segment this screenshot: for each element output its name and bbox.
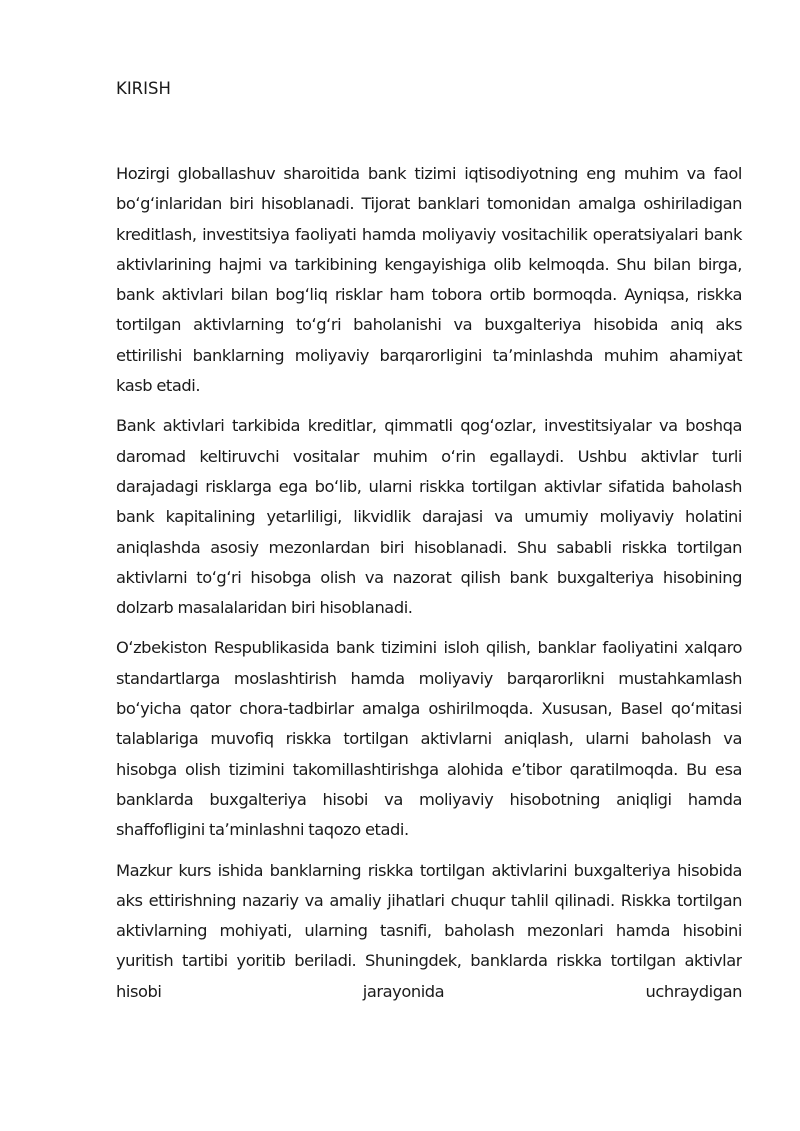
paragraph-4: Mazkur kurs ishida banklarning riskka tortilgan aktivlarini buxgalteriya hisobida aks ettirishning nazariy va amaliy jihatlari chuqur tahlil qilinadi. Riskka tortilgan aktivlarning mohiyati, ularning tasnifi, baholash mezonlari hamda hisobini yuritish tartibi yoritib beriladi. Shuningdek, banklarda riskka tortilgan aktivlar hisobi jarayonida uchraydigan <box>116 860 742 1001</box>
section-heading: KIRISH <box>116 79 171 98</box>
body-text <box>116 159 742 1007</box>
paragraph-1: Hozirgi globallashuv sharoitida bank tizimi iqtisodiyotning eng muhim va faol boʻgʻinlaridan biri hisoblanadi. Tijorat banklari tomonidan amalga oshiriladigan kreditlash, investitsiya faoliyati hamda moliyaviy vositachilik operatsiyalari bank aktivlarining hajmi va tarkibining kengayishiga olib kelmoqda. Shu bilan birga, bank aktivlari bilan bogʻliq risklar ham tobora ortib bormoqda. Ayniqsa, riskka tortilgan aktivlarning toʻgʻri baholanishi va buxgalteriya hisobida aniq aks ettirilishi banklarning moliyaviy barqarorligini taʼminlashda muhim ahamiyat kasb etadi. <box>116 164 742 396</box>
paragraph-3: Oʻzbekiston Respublikasida bank tizimini isloh qilish, banklar faoliyatini xalqaro standartlarga moslashtirish hamda moliyaviy barqarorlikni mustahkamlash boʻyicha qator chora-tadbirlar amalga oshirilmoqda. Xususan, Basel qoʻmitasi talablariga muvofiq riskka tortilgan aktivlarni aniqlash, ularni baholash va hisobga olish tizimini takomillashtirishga alohida eʼtibor qaratilmoqda. Bu esa banklarda buxgalteriya hisobi va moliyaviy hisobotning aniqligi hamda shaffofligini taʼminlashni taqozo etadi. <box>116 638 742 840</box>
paragraph-2: Bank aktivlari tarkibida kreditlar, qimmatli qogʻozlar, investitsiyalar va boshqa daromad keltiruvchi vositalar muhim oʻrin egallaydi. Ushbu aktivlar turli darajadagi risklarga ega boʻlib, ularni riskka tortilgan aktivlar sifatida baholash bank kapitalining yetarliligi, likvidlik darajasi va umumiy moliyaviy holatini aniqlashda asosiy mezonlardan biri hisoblanadi. Shu sababli riskka tortilgan aktivlarni toʻgʻri hisobga olish va nazorat qilish bank buxgalteriya hisobining dolzarb masalalaridan biri hisoblanadi. <box>116 416 742 618</box>
